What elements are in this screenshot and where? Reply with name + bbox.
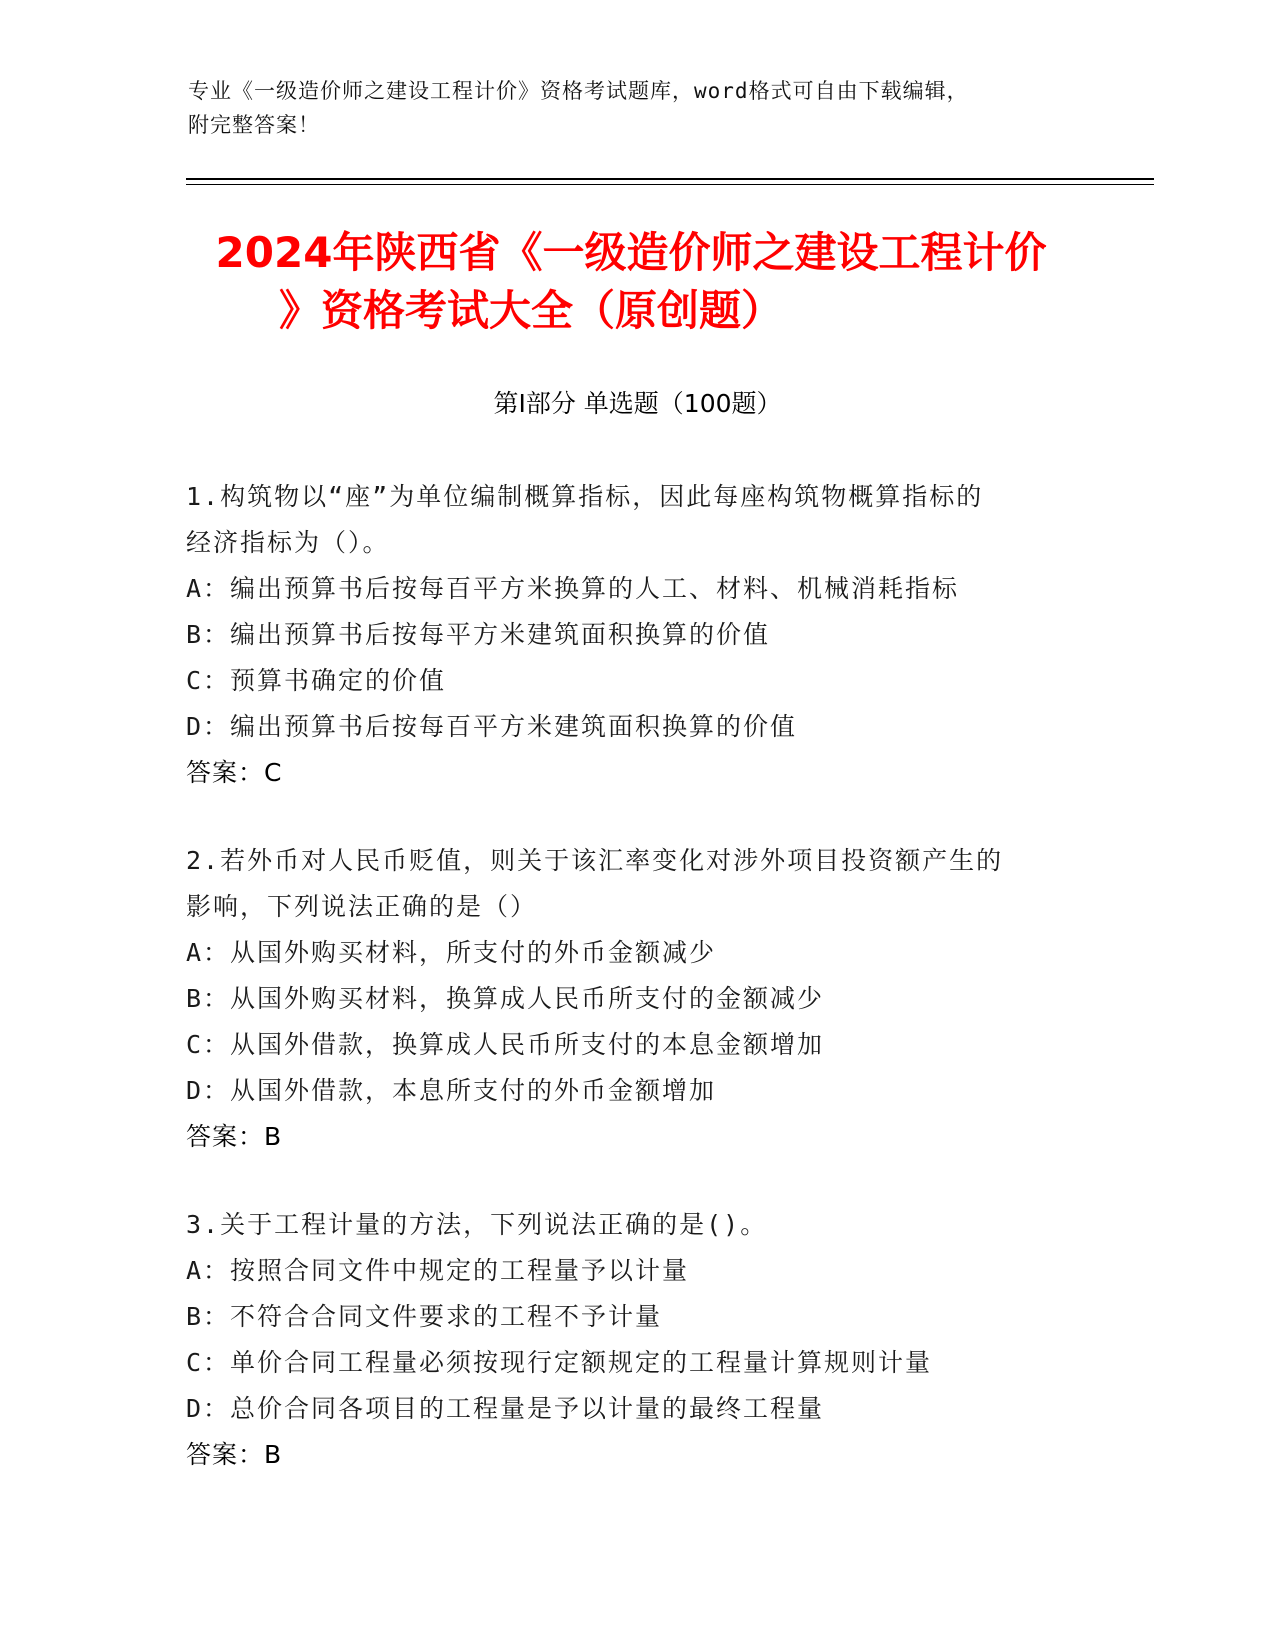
option-a: A：按照合同文件中规定的工程量予以计量: [186, 1256, 690, 1285]
header-divider-thin: [186, 184, 1154, 185]
header-divider-thick: [186, 178, 1154, 180]
option-a: A：从国外购买材料，所支付的外币金额减少: [186, 938, 717, 967]
question-stem-line: 2.若外币对人民币贬值，则关于该汇率变化对涉外项目投资额产生的: [186, 846, 1004, 875]
option-b: B：编出预算书后按每平方米建筑面积换算的价值: [186, 620, 771, 649]
header-note-line-2: 附完整答案！: [188, 113, 320, 137]
option-c: C：从国外借款，换算成人民币所支付的本息金额增加: [186, 1030, 825, 1059]
document-header-note: [188, 74, 1088, 142]
document-title-line-1: 2024年陕西省《一级造价师之建设工程计价: [215, 228, 1047, 277]
header-note-line-1: 专业《一级造价师之建设工程计价》资格考试题库，word格式可自由下载编辑，: [188, 79, 969, 103]
answer-line: 答案：B: [186, 1440, 283, 1469]
option-d: D：编出预算书后按每百平方米建筑面积换算的价值: [186, 712, 798, 741]
document-title-line-2: 》资格考试大全（原创题）: [278, 286, 783, 335]
document-title: [186, 224, 1076, 340]
option-c: C：预算书确定的价值: [186, 666, 447, 695]
question-stem-line: 经济指标为（）。: [186, 528, 390, 557]
option-a: A：编出预算书后按每百平方米换算的人工、材料、机械消耗指标: [186, 574, 960, 603]
question-3: [186, 1202, 1086, 1478]
question-1: [186, 474, 1086, 796]
question-stem-line: 1.构筑物以“座”为单位编制概算指标，因此每座构筑物概算指标的: [186, 482, 984, 511]
option-d: D：总价合同各项目的工程量是予以计量的最终工程量: [186, 1394, 825, 1423]
option-c: C：单价合同工程量必须按现行定额规定的工程量计算规则计量: [186, 1348, 933, 1377]
section-title: 第Ⅰ部分 单选题（100题）: [493, 389, 782, 418]
question-stem-line: 3.关于工程计量的方法，下列说法正确的是()。: [186, 1210, 768, 1239]
question-2: [186, 838, 1086, 1160]
question-stem-line: 影响，下列说法正确的是（）: [186, 892, 538, 921]
option-b: B：不符合合同文件要求的工程不予计量: [186, 1302, 663, 1331]
answer-line: 答案：C: [186, 758, 283, 787]
answer-line: 答案：B: [186, 1122, 283, 1151]
option-d: D：从国外借款，本息所支付的外币金额增加: [186, 1076, 717, 1105]
option-b: B：从国外购买材料，换算成人民币所支付的金额减少: [186, 984, 825, 1013]
